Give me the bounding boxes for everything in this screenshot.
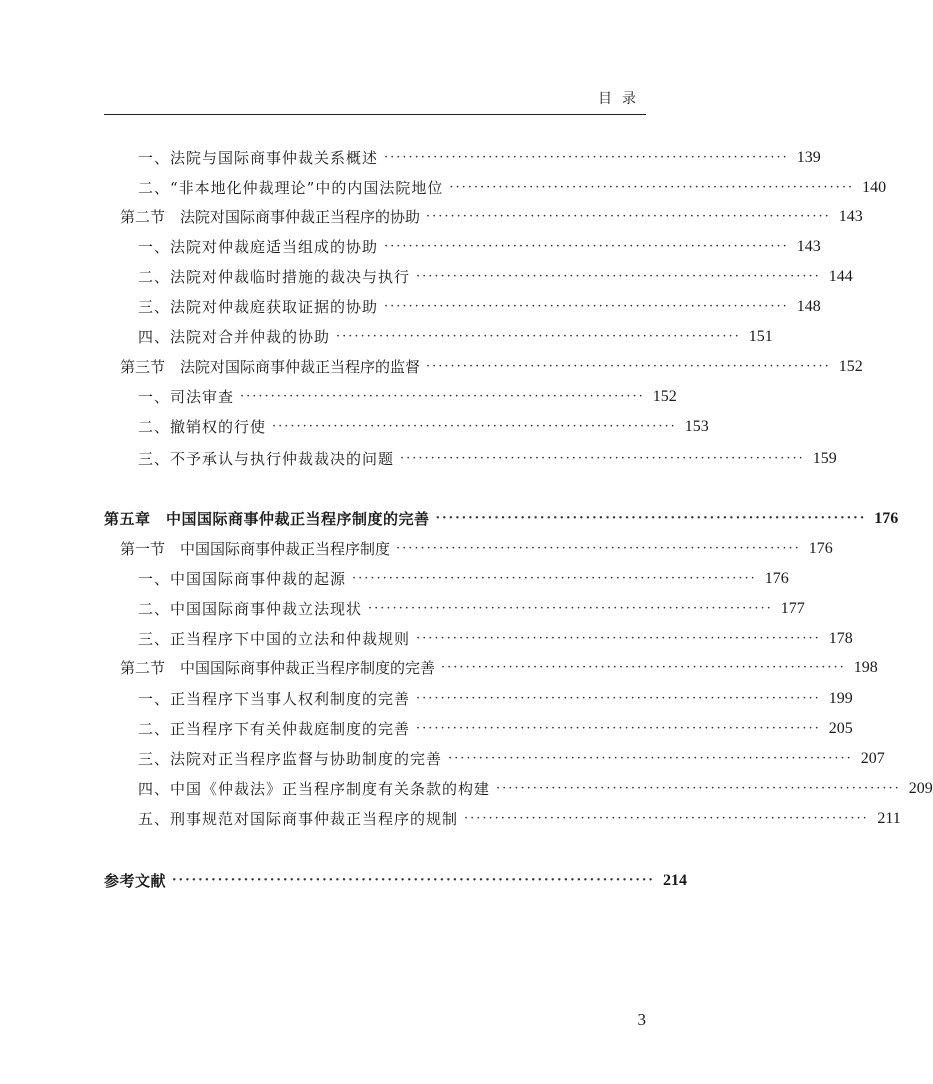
toc-entry — [138, 716, 853, 742]
dot-leader: ·································································· — [368, 601, 773, 616]
toc-entry — [138, 806, 901, 832]
toc-entry-title: 四、法院对合并仲裁的协助 — [138, 328, 331, 346]
dot-leader: ·································································· — [496, 781, 901, 796]
toc-entry-page: 152 — [838, 358, 863, 375]
page-number: 3 — [637, 1010, 646, 1029]
dot-leader: ·········································································· — [172, 873, 655, 888]
toc-entry-title: 三、法院对正当程序监督与协助制度的完善 — [138, 750, 443, 768]
toc-entry — [138, 264, 853, 290]
dot-leader: ·································································· — [416, 691, 821, 706]
dot-leader: ·································································· — [416, 721, 821, 736]
toc-entry-title: 三、不予承认与执行仲裁裁决的问题 — [138, 450, 395, 468]
dot-leader: ·································································· — [400, 451, 805, 466]
dot-leader: ·································································· — [272, 419, 677, 434]
toc-entry-page: 176 — [874, 510, 899, 527]
dot-leader: ·································································· — [336, 329, 741, 344]
toc-entry — [138, 414, 709, 440]
toc-entry-title: 第五章 中国国际商事仲裁正当程序制度的完善 — [104, 510, 430, 528]
toc-entry-page: 207 — [860, 750, 885, 767]
toc-entry — [138, 566, 789, 592]
dot-leader: ·································································· — [384, 150, 789, 165]
toc-entry-page: 209 — [908, 780, 933, 797]
toc-entry — [138, 145, 821, 171]
toc-entry-page: 205 — [828, 720, 853, 737]
toc-entry — [138, 746, 885, 772]
toc-entry-title: 二、正当程序下有关仲裁庭制度的完善 — [138, 720, 411, 738]
toc-entry-title: 二、中国国际商事仲裁立法现状 — [138, 600, 363, 618]
toc-entry-title: 第三节 法院对国际商事仲裁正当程序的监督 — [120, 358, 421, 376]
dot-leader: ·································································· — [449, 180, 855, 195]
toc-entry — [138, 175, 887, 201]
toc-entry — [138, 596, 805, 622]
toc-entry-page: 151 — [748, 328, 773, 345]
toc-entry-page: 214 — [662, 872, 687, 889]
toc-entry-title: 第二节 中国国际商事仲裁正当程序制度的完善 — [120, 659, 436, 677]
toc-entry-page: 139 — [796, 149, 821, 166]
toc-entry-page: 148 — [796, 298, 821, 315]
toc-entry-title: 一、法院对仲裁庭适当组成的协助 — [138, 238, 379, 256]
toc-entry-page: 199 — [828, 690, 853, 707]
toc-entry-page: 178 — [828, 630, 853, 647]
toc-entry — [104, 506, 899, 532]
dot-leader: ·································································· — [240, 389, 645, 404]
toc-entry-title: 一、司法审查 — [138, 388, 235, 406]
dot-leader: ·································································· — [384, 299, 789, 314]
toc-entry-title: 一、正当程序下当事人权利制度的完善 — [138, 690, 411, 708]
toc-entry-page: 153 — [684, 418, 709, 435]
toc-entry — [138, 234, 821, 260]
toc-entry-title: 四、中国《仲裁法》正当程序制度有关条款的构建 — [138, 780, 491, 798]
dot-leader: ·································································· — [384, 239, 789, 254]
dot-leader: ·································································· — [352, 571, 757, 586]
toc-entry-page: 177 — [780, 600, 805, 617]
dot-leader: ·································································· — [435, 511, 867, 526]
toc-entry-page: 152 — [652, 388, 677, 405]
toc-entry — [138, 294, 821, 320]
toc-entry-title: 三、法院对仲裁庭获取证据的协助 — [138, 298, 379, 316]
toc-entry-title: 二、法院对仲裁临时措施的裁决与执行 — [138, 268, 411, 286]
toc-entry-title: 五、刑事规范对国际商事仲裁正当程序的规制 — [138, 810, 459, 828]
dot-leader: ·································································· — [396, 541, 801, 556]
toc-entry-title: 三、正当程序下中国的立法和仲裁规则 — [138, 630, 411, 648]
dot-leader: ·································································· — [448, 751, 853, 766]
toc-entry-title: 第二节 法院对国际商事仲裁正当程序的协助 — [120, 208, 421, 226]
toc-entry-page: 144 — [828, 268, 853, 285]
toc-entry-page: 143 — [796, 238, 821, 255]
toc-entry-title: 二、撤销权的行使 — [138, 418, 267, 436]
toc-entry-page: 140 — [862, 179, 887, 196]
toc-entry — [120, 354, 863, 380]
toc-entry — [120, 536, 833, 562]
toc-entry — [120, 204, 863, 230]
toc-entry-page: 143 — [838, 208, 863, 225]
dot-leader: ·································································· — [426, 209, 831, 224]
dot-leader: ·································································· — [464, 811, 869, 826]
toc-entry — [138, 686, 853, 712]
toc-entry-page: 176 — [764, 570, 789, 587]
toc-entry — [104, 868, 687, 894]
toc-entry-title: 一、法院与国际商事仲裁关系概述 — [138, 149, 379, 167]
toc-entry-page: 159 — [812, 450, 837, 467]
running-head: 目录 — [598, 91, 646, 107]
toc-entry-title: 二、“非本地化仲裁理论”中的内国法院地位 — [138, 179, 444, 197]
dot-leader: ·································································· — [441, 660, 846, 675]
dot-leader: ·································································· — [416, 631, 821, 646]
toc-entry-page: 211 — [877, 810, 901, 827]
toc-entry-title: 第一节 中国国际商事仲裁正当程序制度 — [120, 540, 391, 558]
toc-entry — [138, 384, 677, 410]
toc-entry — [138, 446, 837, 472]
dot-leader: ·································································· — [416, 269, 821, 284]
toc-entry-page: 176 — [808, 540, 833, 557]
dot-leader: ·································································· — [426, 359, 831, 374]
toc-entry — [120, 655, 878, 681]
toc-entry-page: 198 — [853, 659, 878, 676]
header-rule — [104, 114, 646, 115]
toc-entry-title: 一、中国国际商事仲裁的起源 — [138, 570, 347, 588]
toc-entry — [138, 626, 853, 652]
toc-entry — [138, 324, 773, 350]
toc-entry — [138, 776, 933, 802]
toc-entry-title: 参考文献 — [104, 872, 167, 890]
